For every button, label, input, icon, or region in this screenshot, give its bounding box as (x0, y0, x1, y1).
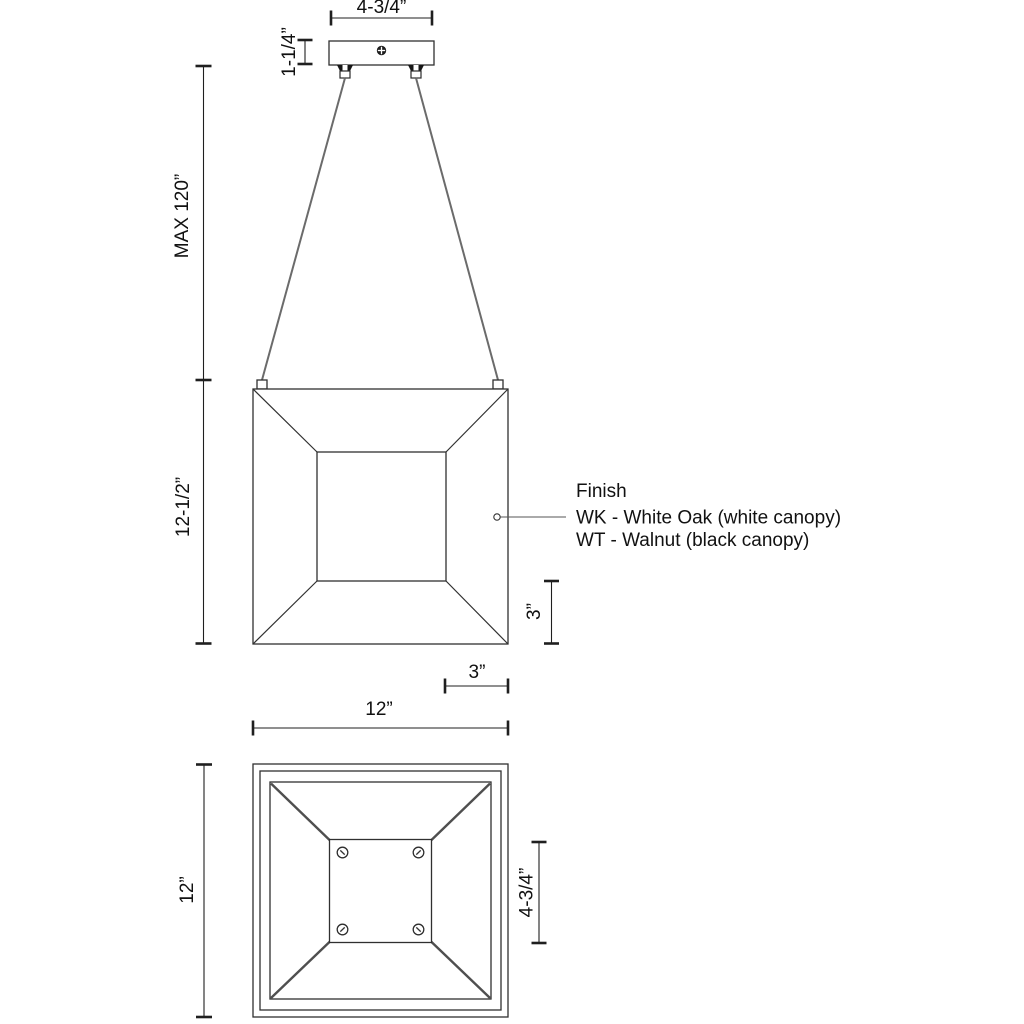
stud-bottom-right (413, 924, 424, 935)
cable-right (416, 78, 498, 380)
dim-canopy-width (331, 0, 432, 26)
dim-fixture-height (173, 380, 212, 644)
cord-grip-right (408, 65, 424, 78)
dim-max-suspension (172, 66, 212, 380)
dim-frame-depth-vertical (524, 581, 559, 644)
dim-label-fixture-height: 12-1/2” (173, 476, 194, 538)
dim-label-overall-depth: 12” (177, 876, 198, 904)
dim-inner-opening (517, 842, 547, 943)
dim-label-overall-width: 12” (365, 699, 393, 720)
finish-option-wk: WK - White Oak (white canopy) (576, 507, 842, 529)
dim-label-canopy-height: 1-1/4” (279, 27, 300, 77)
fixture-connector-left (257, 380, 267, 389)
dim-label-max-suspension: MAX 120” (172, 173, 193, 259)
dim-overall-width (253, 699, 508, 736)
leader-dot (494, 514, 500, 520)
cord-grip-left (337, 65, 353, 78)
dim-canopy-height (279, 27, 313, 77)
dim-label-frame-depth-vertical: 3” (524, 603, 545, 620)
dim-label-inner-opening: 4-3/4” (516, 867, 538, 918)
fixture-connector-right (493, 380, 503, 389)
dim-label-canopy-width: 4-3/4” (356, 0, 407, 18)
finish-note (494, 481, 841, 551)
dim-label-frame-depth-horizontal: 3” (468, 662, 486, 683)
finish-option-wt: WT - Walnut (black canopy) (576, 530, 810, 551)
stud-top-left (337, 847, 348, 858)
finish-title: Finish (576, 481, 627, 502)
dim-overall-depth (177, 765, 212, 1018)
cable-left (262, 78, 345, 380)
dim-frame-depth-horizontal (445, 662, 508, 694)
front-view (253, 41, 508, 644)
stud-top-right (413, 847, 424, 858)
stud-bottom-left (337, 924, 348, 935)
bottom-view (253, 764, 508, 1017)
fixture-inner-opening (317, 452, 446, 581)
